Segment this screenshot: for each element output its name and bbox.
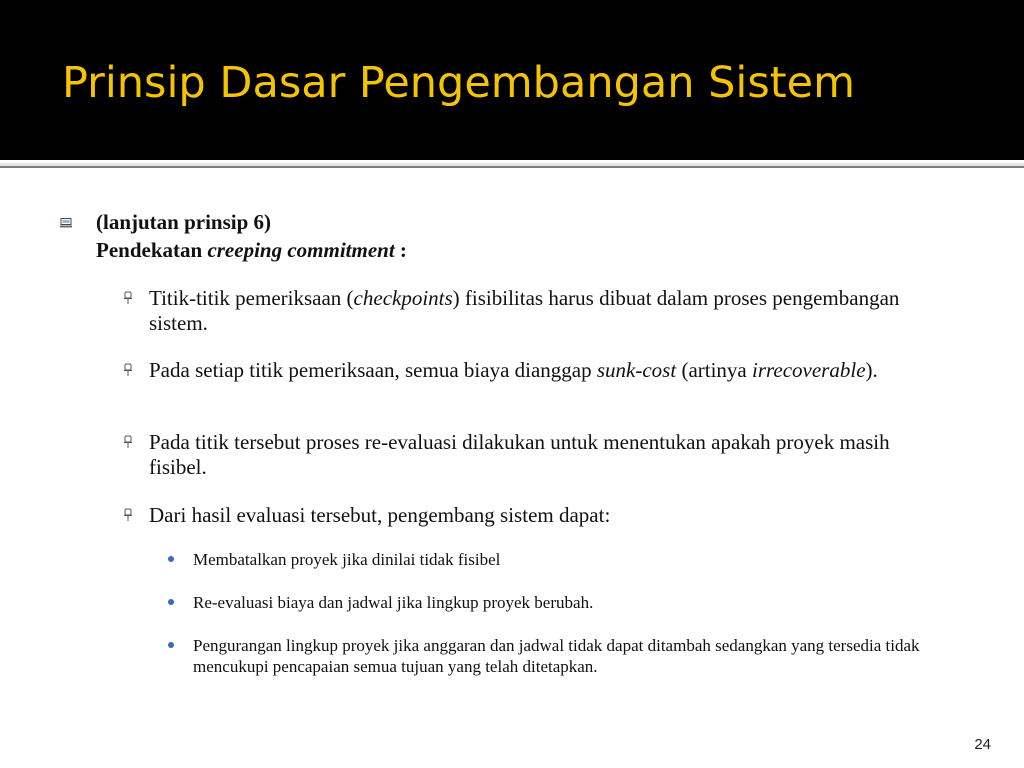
sub-bullet-4: Dari hasil evaluasi tersebut, pengembang sistem dapat: bbox=[149, 503, 611, 527]
text-part: (artinya bbox=[676, 358, 752, 382]
divider-dark bbox=[0, 166, 1024, 168]
pushpin-icon bbox=[122, 363, 134, 377]
bullet-dot bbox=[168, 599, 174, 605]
text-italic: checkpoints bbox=[353, 286, 453, 310]
text-italic: sunk-cost bbox=[596, 358, 677, 382]
line2-italic: creeping commitment bbox=[207, 238, 395, 262]
main-bullet-line2 bbox=[96, 236, 407, 264]
computer-icon bbox=[60, 218, 72, 228]
line2-prefix: Pendekatan bbox=[96, 238, 208, 262]
sub-bullet-3: Pada titik tersebut proses re-evaluasi dilakukan untuk menentukan apakah proyek masih fisibel. bbox=[149, 430, 890, 479]
text-part: ) fisibilitas harus dibuat dalam proses pengembangan sistem. bbox=[149, 286, 900, 335]
text-part: Pada setiap titik pemeriksaan, semua biaya dianggap bbox=[149, 358, 597, 382]
bullet-dot bbox=[168, 642, 174, 648]
slide-title: Prinsip Dasar Pengembangan Sistem bbox=[62, 58, 855, 108]
bullet-dot bbox=[168, 556, 174, 562]
text-part: ). bbox=[865, 358, 878, 382]
sub-sub-bullet-2: Re-evaluasi biaya dan jadwal jika lingkup proyek berubah. bbox=[193, 593, 594, 612]
main-bullet-line1: (lanjutan prinsip 6) bbox=[96, 210, 272, 234]
pushpin-icon bbox=[122, 508, 134, 522]
sub-bullet-1 bbox=[149, 286, 949, 336]
sub-bullet-2 bbox=[149, 358, 949, 383]
line2-suffix: : bbox=[394, 238, 407, 262]
text-italic: irrecoverable bbox=[752, 358, 866, 382]
pushpin-icon bbox=[122, 435, 134, 449]
text-part: Titik-titik pemeriksaan ( bbox=[149, 286, 354, 310]
title-bar bbox=[0, 0, 1024, 160]
main-bullet bbox=[96, 208, 407, 264]
sub-sub-bullet-1: Membatalkan proyek jika dinilai tidak fisibel bbox=[193, 550, 501, 569]
page-number: 24 bbox=[974, 736, 991, 753]
sub-sub-bullet-3: Pengurangan lingkup proyek jika anggaran dan jadwal tidak dapat ditambah sedangkan yang tersedia tidak mencukupi pencapaian semua tujuan yang telah ditetapkan. bbox=[193, 636, 920, 676]
pushpin-icon bbox=[122, 291, 134, 305]
